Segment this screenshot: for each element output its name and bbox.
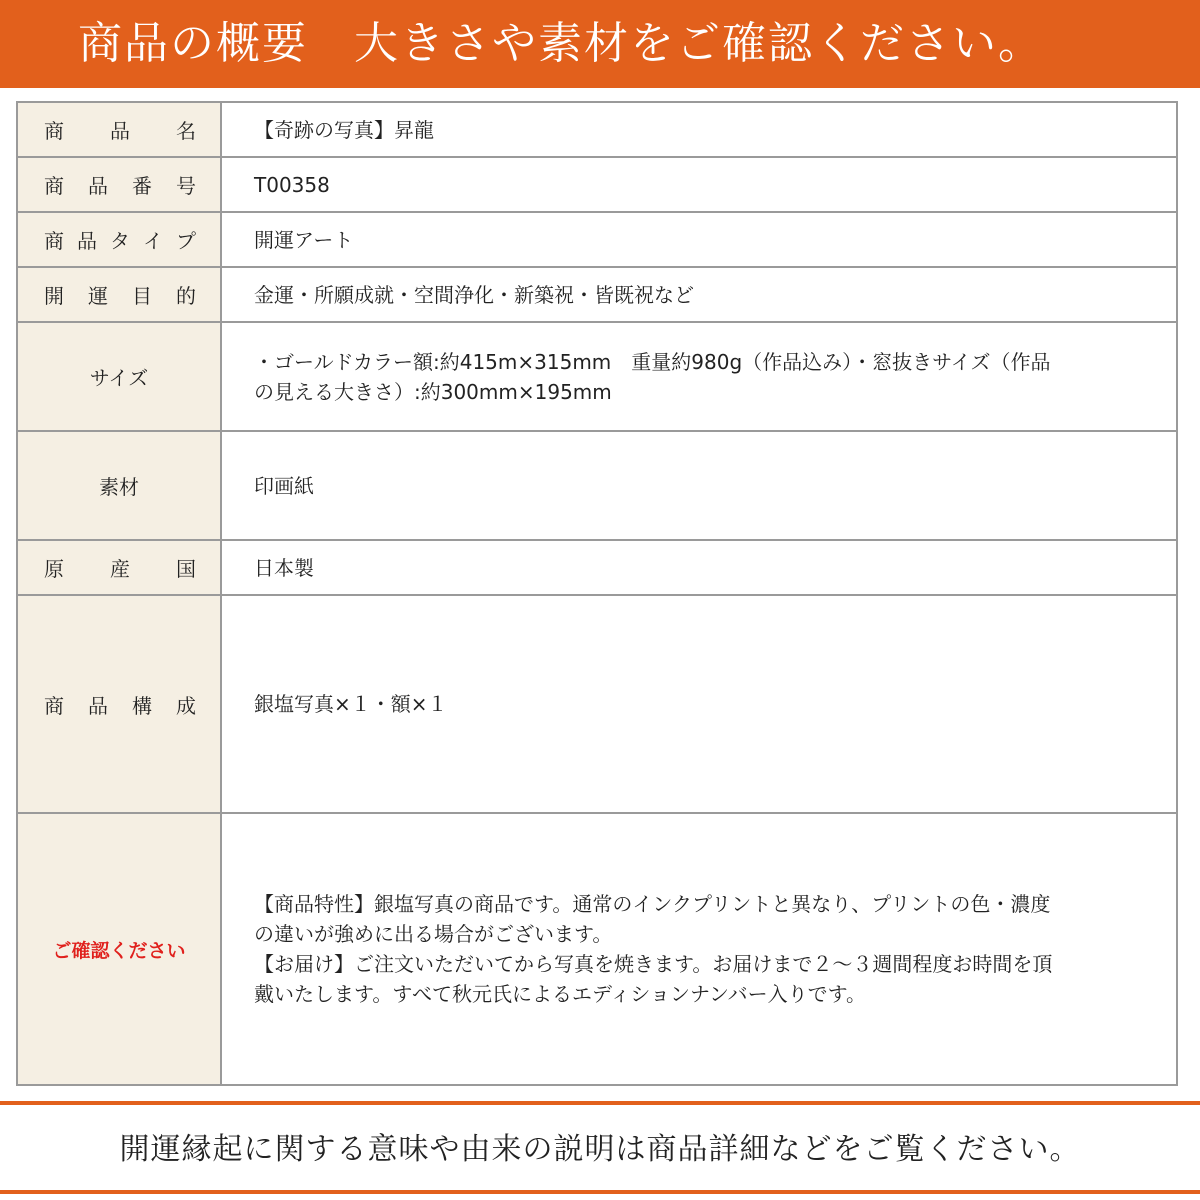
row-label-please-confirm (17, 813, 221, 1085)
product-type-value: 開運アート (221, 212, 1177, 267)
header-banner (0, 0, 1200, 88)
table-row (17, 540, 1177, 595)
footer-bottom-divider (0, 1190, 1200, 1194)
table-row (17, 267, 1177, 322)
row-label-purpose: 開 運 目 的 (17, 267, 221, 322)
please-confirm-label: ご確認ください (52, 939, 186, 962)
table-row (17, 431, 1177, 540)
table-row (17, 595, 1177, 813)
table-row (17, 212, 1177, 267)
product-name-value: 【奇跡の写真】昇龍 (221, 102, 1177, 157)
row-label-product-type: 商 品 タ イ プ (17, 212, 221, 267)
row-label-contents: 商 品 構 成 (17, 595, 221, 813)
row-label-origin: 原 産 国 (17, 540, 221, 595)
notes-value: 【商品特性】銀塩写真の商品です。通常のインクプリントと異なり、プリントの色・濃度 の違いが強めに出る場合がございます。 【お届け】ご注文いただいてから写真を焼きます。お届けまで２〜３週間程度お時間を頂 戴いたします。すべて秋元氏によるエディションナンバー入りです。 (221, 813, 1177, 1085)
table-row (17, 813, 1177, 1085)
product-number-value: T00358 (221, 157, 1177, 212)
size-value: ・ゴールドカラー額:約415m×315mm 重量約980g（作品込み）・窓抜きサイズ（作品 の見える大きさ）:約300mm×195mm (221, 322, 1177, 431)
row-label-product-number: 商 品 番 号 (17, 157, 221, 212)
row-label-size: サイズ (17, 322, 221, 431)
footer-top-divider (0, 1101, 1200, 1105)
table-row (17, 157, 1177, 212)
table-row (17, 102, 1177, 157)
contents-value: 銀塩写真×１・額×１ (221, 595, 1177, 813)
origin-value: 日本製 (221, 540, 1177, 595)
product-spec-table (16, 101, 1178, 1086)
purpose-value: 金運・所願成就・空間浄化・新築祝・皆既祝など (221, 267, 1177, 322)
table-row (17, 322, 1177, 431)
material-value: 印画紙 (221, 431, 1177, 540)
row-label-material: 素材 (17, 431, 221, 540)
footer-note: 開運縁起に関する意味や由来の説明は商品詳細などをご覧ください。 (119, 1132, 1081, 1167)
row-label-product-name: 商 品 名 (17, 102, 221, 157)
page-title: 商品の概要 大きさや素材をご確認ください。 (78, 18, 1044, 69)
